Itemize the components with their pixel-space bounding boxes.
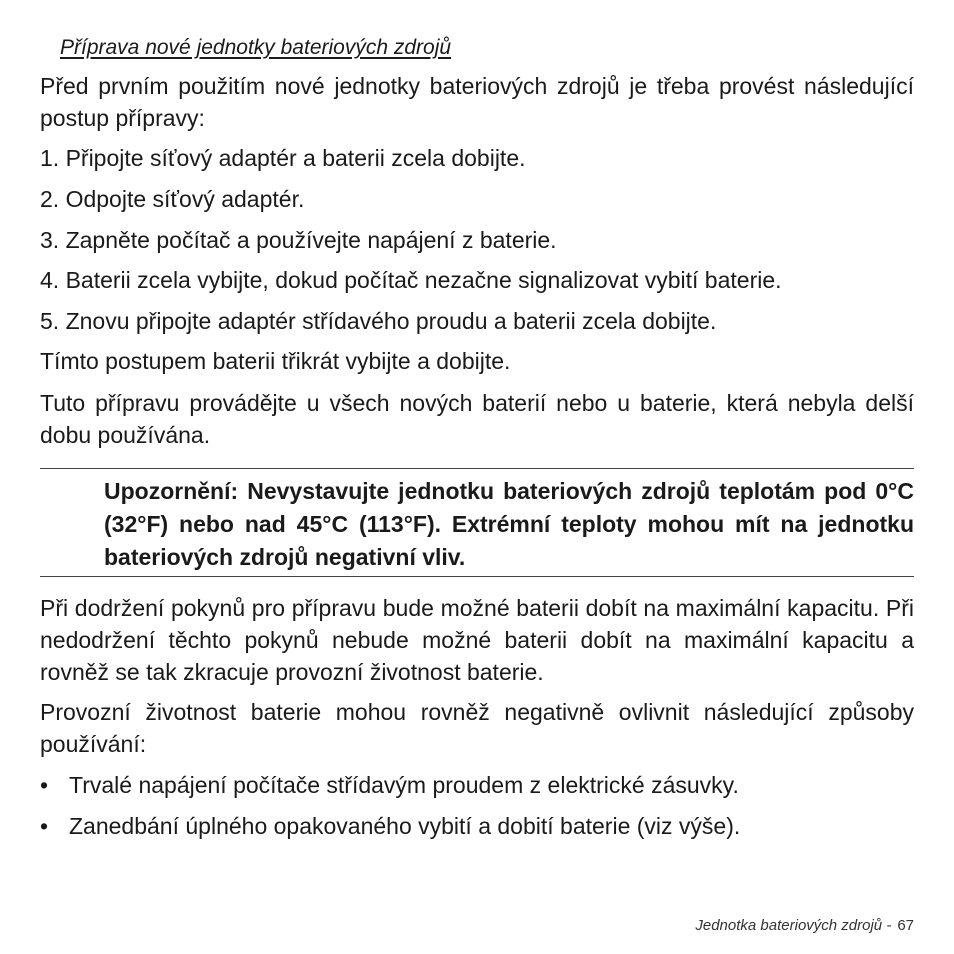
section-subheading: Příprava nové jednotky bateriových zdrojů	[60, 36, 452, 59]
step-item: 5. Znovu připojte adaptér střídavého proudu a baterii zcela dobijte.	[40, 308, 717, 334]
step-item: 2. Odpojte síťový adaptér.	[40, 186, 305, 212]
footer-chapter-title: Jednotka bateriových zdrojů -	[695, 917, 892, 934]
lifetime-paragraph: Provozní životnost baterie mohou rovněž negativně ovlivnit následující způsoby používání:	[40, 699, 914, 757]
bullet-icon: •	[40, 772, 49, 798]
step-item: 3. Zapněte počítač a používejte napájení z baterie.	[40, 227, 557, 253]
step-item: 4. Baterii zcela vybijte, dokud počítač nezačne signalizovat vybití baterie.	[40, 267, 782, 293]
page-footer	[695, 917, 914, 934]
apply-paragraph: Tuto přípravu provádějte u všech nových baterií nebo u baterie, která nebyla delší dobu používána.	[40, 390, 914, 448]
bullet-text: Trvalé napájení počítače střídavým proudem z elektrické zásuvky.	[69, 772, 739, 798]
bullet-icon: •	[40, 813, 49, 839]
warning-note: Upozornění: Nevystavujte jednotku bateriových zdrojů teplotám pod 0°C (32°F) nebo nad 45°C (113°F). Extrémní teploty mohou mít na jednotku bateriových zdrojů negativní vliv.	[104, 478, 914, 570]
bullet-list-item	[40, 810, 914, 842]
step-item: 1. Připojte síťový adaptér a baterii zcela dobijte.	[40, 145, 526, 171]
warning-top-rule	[40, 468, 914, 469]
warning-bottom-rule	[40, 576, 914, 577]
capacity-paragraph: Při dodržení pokynů pro přípravu bude možné baterii dobít na maximální kapacitu. Při nedodržení těchto pokynů nebude možné baterii dobít na maximální kapacitu a rovněž se tak zkracuje provozní životnost baterie.	[40, 595, 914, 685]
bullet-text: Zanedbání úplného opakovaného vybití a dobití baterie (viz výše).	[69, 813, 741, 839]
repeat-paragraph: Tímto postupem baterii třikrát vybijte a dobijte.	[40, 348, 511, 374]
intro-paragraph: Před prvním použitím nové jednotky bateriových zdrojů je třeba provést následující postup přípravy:	[40, 73, 914, 131]
bullet-list-item	[40, 769, 914, 801]
page-number: 67	[897, 917, 914, 934]
